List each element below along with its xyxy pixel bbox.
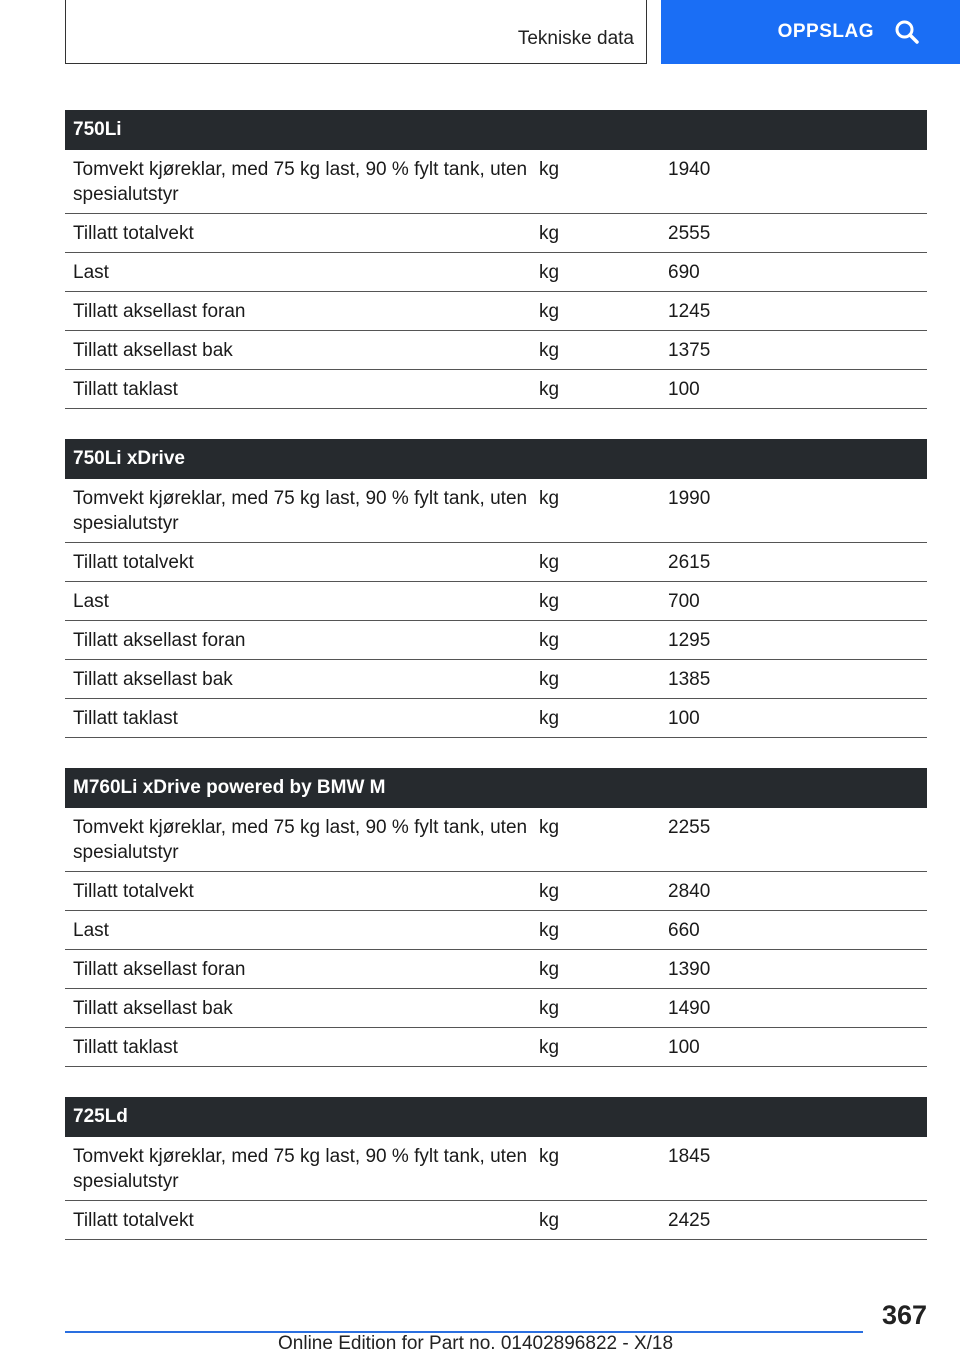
row-label: Tillatt aksellast bak [73, 340, 233, 361]
spec-section [65, 110, 927, 409]
table-row [65, 370, 927, 409]
row-value: 2555 [668, 223, 711, 244]
row-label: Last [73, 920, 109, 941]
search-icon [894, 19, 920, 45]
row-unit: kg [539, 998, 560, 1019]
page-number: 367 [881, 1300, 927, 1330]
row-unit: kg [539, 262, 560, 283]
table-row [65, 479, 927, 543]
row-label: Tillatt taklast [73, 1037, 178, 1058]
row-label: Tomvekt kjøreklar, med 75 kg last, 90 % fylt tank, uten spesialutstyr [73, 817, 528, 863]
header-title-box [65, 0, 647, 64]
section-title: Tekniske data [517, 28, 634, 49]
table-row [65, 808, 927, 872]
row-unit: kg [539, 340, 560, 361]
row-unit: kg [539, 488, 560, 509]
spec-section [65, 1097, 927, 1240]
row-unit: kg [539, 552, 560, 573]
row-unit: kg [539, 379, 560, 400]
table-row [65, 1201, 927, 1240]
row-label: Tomvekt kjøreklar, med 75 kg last, 90 % fylt tank, uten spesialutstyr [73, 159, 528, 205]
row-value: 660 [668, 920, 700, 941]
row-value: 1385 [668, 669, 711, 690]
row-label: Tillatt aksellast foran [73, 630, 246, 651]
table-row [65, 543, 927, 582]
row-label: Tillatt totalvekt [73, 552, 194, 573]
row-value: 690 [668, 262, 700, 283]
row-unit: kg [539, 159, 560, 180]
row-value: 1390 [668, 959, 711, 980]
row-label: Tillatt aksellast foran [73, 959, 246, 980]
row-value: 1295 [668, 630, 711, 651]
row-label: Tillatt totalvekt [73, 223, 194, 244]
table-row [65, 582, 927, 621]
row-unit: kg [539, 708, 560, 729]
row-label: Tillatt totalvekt [73, 1210, 194, 1231]
row-label: Last [73, 262, 109, 283]
row-unit: kg [539, 959, 560, 980]
edition-text: Online Edition for Part no. 01402896822 - X/18 [278, 1333, 674, 1354]
row-value: 2615 [668, 552, 711, 573]
row-value: 1845 [668, 1146, 711, 1167]
row-unit: kg [539, 669, 560, 690]
row-value: 2425 [668, 1210, 711, 1231]
row-unit: kg [539, 817, 560, 838]
row-label: Last [73, 591, 109, 612]
row-value: 2840 [668, 881, 711, 902]
row-value: 100 [668, 379, 700, 400]
table-row [65, 1028, 927, 1067]
table-row [65, 1137, 927, 1201]
row-unit: kg [539, 301, 560, 322]
table-row [65, 872, 927, 911]
row-value: 1990 [668, 488, 711, 509]
table-row [65, 331, 927, 370]
lookup-label: OPPSLAG [777, 21, 874, 42]
section-header: 750Li xDrive [65, 439, 927, 479]
section-header: 750Li [65, 110, 927, 150]
row-value: 700 [668, 591, 700, 612]
table-row [65, 150, 927, 214]
table-row [65, 621, 927, 660]
table-row [65, 214, 927, 253]
section-header: 725Ld [65, 1097, 927, 1137]
table-row [65, 989, 927, 1028]
row-label: Tillatt aksellast bak [73, 669, 233, 690]
row-label: Tillatt aksellast foran [73, 301, 246, 322]
row-unit: kg [539, 1037, 560, 1058]
row-unit: kg [539, 223, 560, 244]
row-value: 100 [668, 708, 700, 729]
row-label: Tillatt taklast [73, 379, 178, 400]
row-value: 1940 [668, 159, 711, 180]
row-unit: kg [539, 1210, 560, 1231]
table-row [65, 699, 927, 738]
row-value: 1490 [668, 998, 711, 1019]
row-label: Tillatt totalvekt [73, 881, 194, 902]
spec-section [65, 768, 927, 1067]
row-label: Tillatt aksellast bak [73, 998, 233, 1019]
row-label: Tomvekt kjøreklar, med 75 kg last, 90 % fylt tank, uten spesialutstyr [73, 1146, 528, 1192]
row-value: 100 [668, 1037, 700, 1058]
row-unit: kg [539, 920, 560, 941]
table-row [65, 911, 927, 950]
row-value: 1375 [668, 340, 711, 361]
row-value: 2255 [668, 817, 711, 838]
table-row [65, 660, 927, 699]
section-header: M760Li xDrive powered by BMW M [65, 768, 927, 808]
row-unit: kg [539, 881, 560, 902]
table-row [65, 253, 927, 292]
row-unit: kg [539, 591, 560, 612]
row-unit: kg [539, 630, 560, 651]
spec-section [65, 439, 927, 738]
table-row [65, 292, 927, 331]
table-row [65, 950, 927, 989]
lookup-button[interactable] [661, 0, 960, 64]
spec-tables [65, 110, 927, 1270]
row-label: Tomvekt kjøreklar, med 75 kg last, 90 % fylt tank, uten spesialutstyr [73, 488, 528, 534]
row-label: Tillatt taklast [73, 708, 178, 729]
row-value: 1245 [668, 301, 711, 322]
row-unit: kg [539, 1146, 560, 1167]
